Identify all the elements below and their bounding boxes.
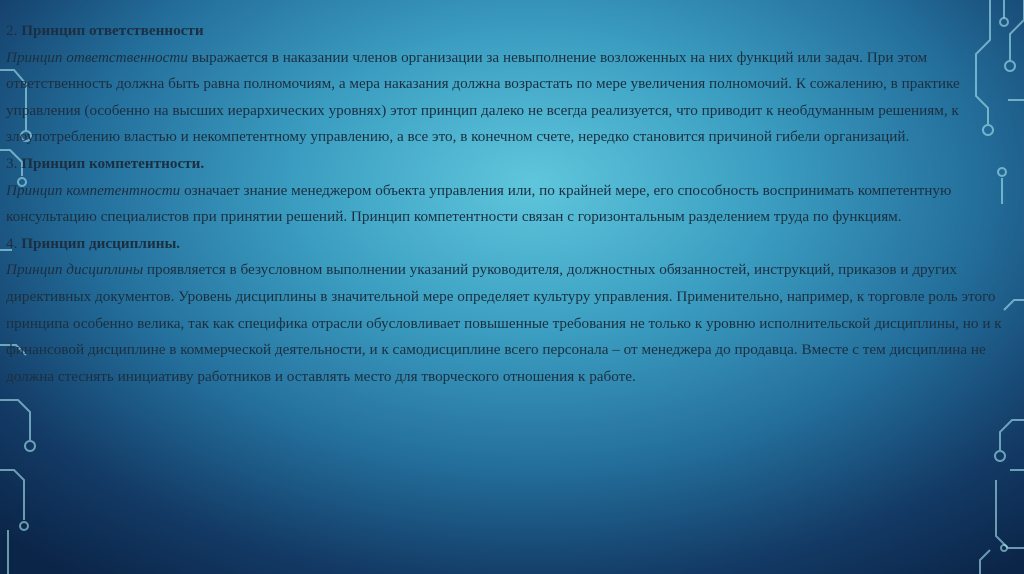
section-title: Принцип ответственности bbox=[21, 22, 204, 39]
section-number: 4. bbox=[6, 234, 18, 252]
section-text: выражается в наказании членов организации за невыполнение возложенных на них функций или задач. При этом ответственность должна быть равна полномочиям, а мера наказания должна возрастать по мере увеличения полномочий. К сожалению, в практике управления (особенно на высших иерархических уровнях) этот принцип далеко не всегда реализуется, что приводит к необдуманным решениям, к злоупотреблению властью и некомпетентному управлению, а все это, в конечном счете, нередко становится причиной гибели организаций. bbox=[6, 48, 960, 146]
section-title: Принцип компетентности. bbox=[21, 154, 205, 172]
section-heading bbox=[6, 151, 1022, 178]
section-text: проявляется в безусловном выполнении указаний руководителя, должностных обязанностей, инструкций, приказов и других директивных документов. Уровень дисциплины в значительной мере определяет культуру управления. Применительно, например, к торговле роль этого принципа особенно велика, так как специфика отрасли обусловливает повышенные требования не только к уровню исполнительской дисциплины, но и к финансовой дисциплине в коммерческой деятельности, и к самодисциплине всего персонала – от менеджера до продавца. Вместе с тем дисциплина не должна стеснять инициативу работников и оставлять место для творческого отношения к работе. bbox=[6, 261, 1002, 385]
section-term: Принцип дисциплины bbox=[6, 261, 144, 279]
section-term: Принцип компетентности bbox=[6, 181, 181, 199]
section-paragraph bbox=[6, 45, 1022, 151]
slide-body bbox=[6, 18, 1022, 390]
section-text: означает знание менеджером объекта управления или, по крайней мере, его способность воспринимать компетентную консультацию специалистов при принятии решений. Принцип компетентности связан с горизонтальным разделением труда по функциям. bbox=[6, 181, 952, 226]
section-paragraph bbox=[6, 178, 1022, 231]
section-paragraph bbox=[6, 257, 1022, 390]
section-number: 3. bbox=[6, 154, 18, 172]
section-title: Принцип дисциплины. bbox=[21, 234, 181, 252]
section-term: Принцип ответственности bbox=[6, 48, 188, 66]
section-number: 2. bbox=[6, 22, 18, 39]
section-heading bbox=[6, 18, 1022, 45]
section-heading bbox=[6, 231, 1022, 258]
